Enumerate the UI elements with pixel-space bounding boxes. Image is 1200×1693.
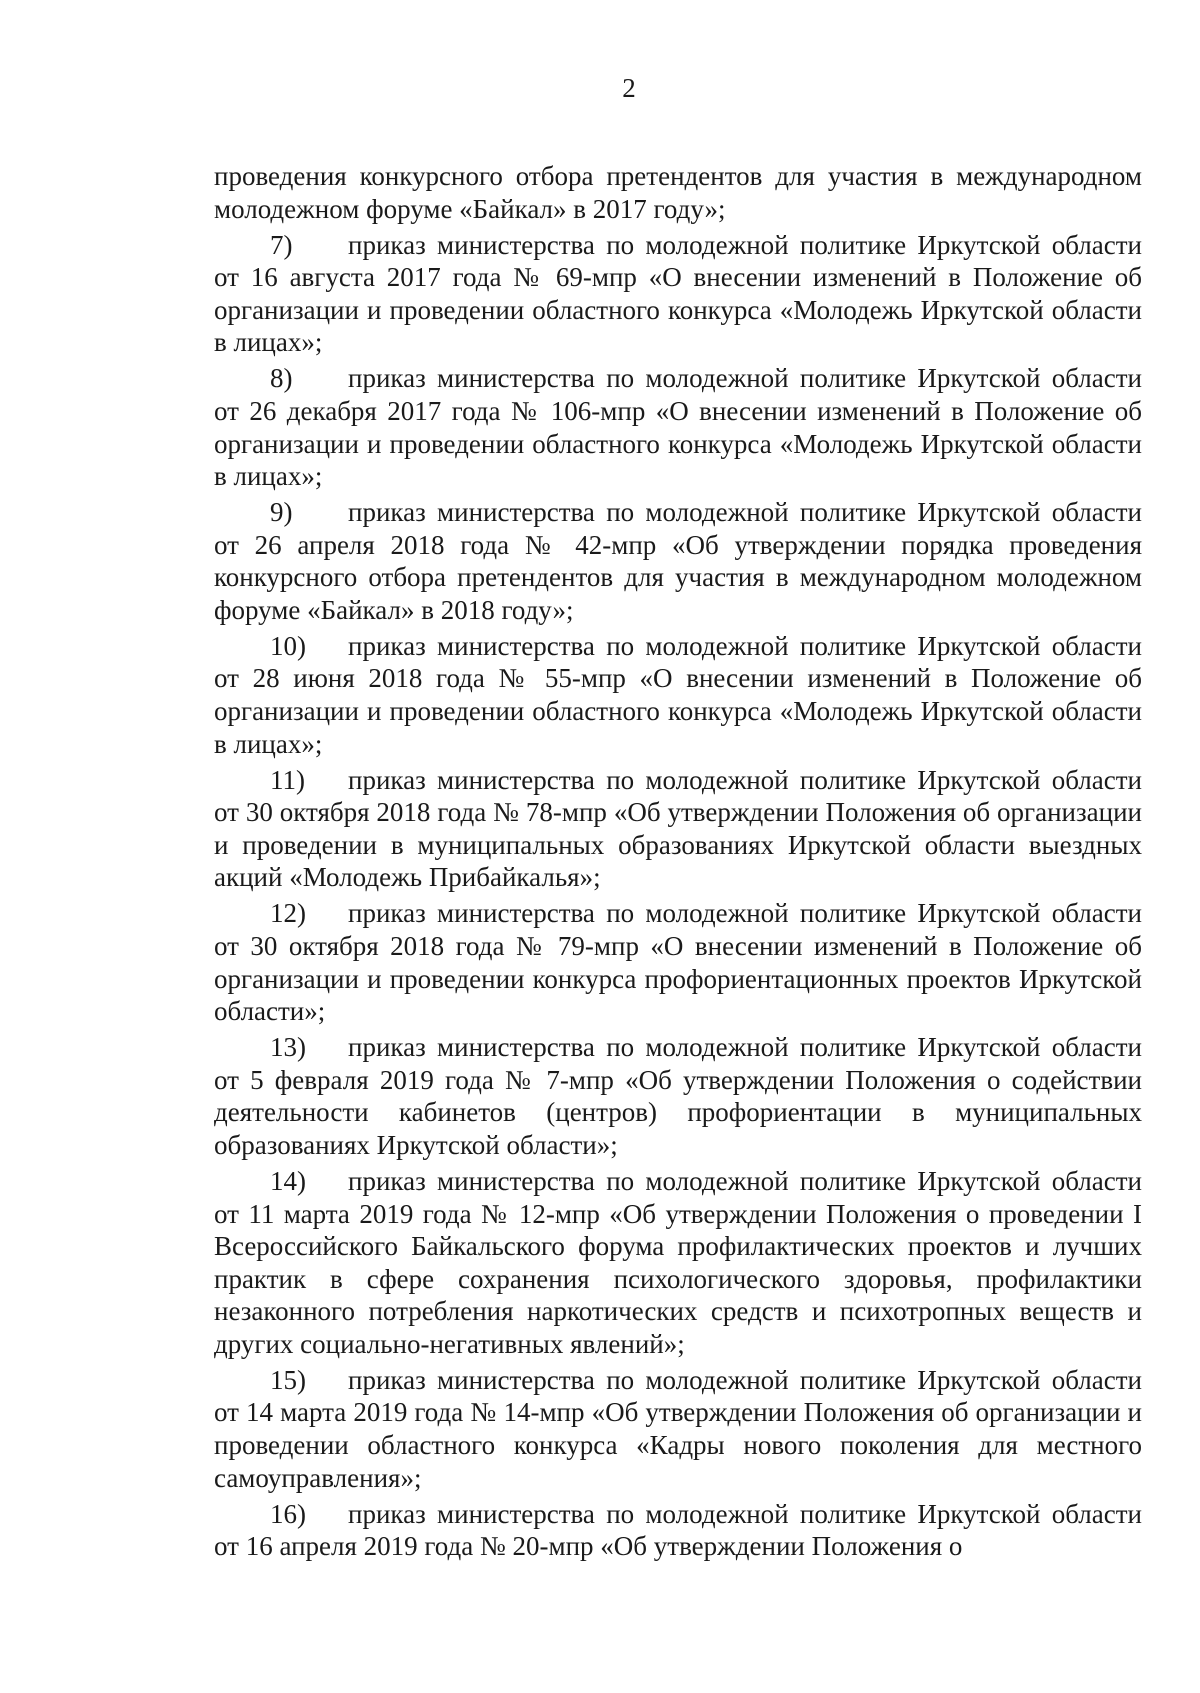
list-item xyxy=(214,1165,1142,1361)
item-number: 15) xyxy=(270,1364,306,1395)
item-number: 7) xyxy=(270,229,293,260)
item-text: приказ министерства по молодежной политике Иркутской области от 26 апреля 2018 года № 42-мпр «Об утверждении порядка проведения конкурсного отбора претендентов для участия в международном молодежном форуме «Байкал» в 2018 году»; xyxy=(214,497,1142,625)
item-text: приказ министерства по молодежной политике Иркутской области от 14 марта 2019 года № 14-мпр «Об утверждении Положения об организации и проведении областного конкурса «Кадры нового поколения для местного самоуправления»; xyxy=(214,1364,1142,1493)
list-item xyxy=(214,897,1142,1027)
item-number: 12) xyxy=(270,898,306,929)
intro-paragraph: проведения конкурсного отбора претендентов для участия в международном молодежном форуме «Байкал» в 2017 году»; xyxy=(214,161,1142,224)
item-number: 10) xyxy=(270,630,306,661)
list-item xyxy=(214,362,1142,492)
item-text: приказ министерства по молодежной политике Иркутской области от 16 августа 2017 года № 69-мпр «О внесении изменений в Положение об организации и проведении областного конкурса «Молодежь Иркутской области в лицах»; xyxy=(214,229,1142,358)
item-text: приказ министерства по молодежной политике Иркутской области от 5 февраля 2019 года № 7-мпр «Об утверждении Положения о содействии деятельности кабинетов (центров) профориентации в муниципальных образованиях Иркутской области»; xyxy=(214,1032,1142,1160)
page-number: 2 xyxy=(622,73,636,103)
item-number: 11) xyxy=(270,764,305,795)
list-item xyxy=(214,764,1142,894)
list-item xyxy=(214,1364,1142,1494)
list-item xyxy=(214,1031,1142,1161)
item-text: приказ министерства по молодежной политике Иркутской области от 26 декабря 2017 года № 106-мпр «О внесении изменений в Положение об организации и проведении областного конкурса «Молодежь Иркутской области в лицах»; xyxy=(214,363,1142,492)
list-item xyxy=(214,496,1142,626)
item-text: приказ министерства по молодежной политике Иркутской области от 28 июня 2018 года № 55-мпр «О внесении изменений в Положение об организации и проведении областного конкурса «Молодежь Иркутской области в лицах»; xyxy=(214,630,1142,759)
item-number: 8) xyxy=(270,363,293,394)
item-text: приказ министерства по молодежной политике Иркутской области от 30 октября 2018 года № 78-мпр «Об утверждении Положения об организации и проведении в муниципальных образованиях Иркутской области выездных акций «Молодежь Прибайкалья»; xyxy=(214,764,1142,893)
item-text: приказ министерства по молодежной политике Иркутской области от 16 апреля 2019 года № 20-мпр «Об утверждении Положения о xyxy=(214,1498,1142,1562)
item-number: 9) xyxy=(270,497,293,528)
list-item xyxy=(214,229,1142,359)
list-item xyxy=(214,630,1142,760)
item-number: 14) xyxy=(270,1165,306,1196)
list-item xyxy=(214,1498,1142,1563)
item-text: приказ министерства по молодежной политике Иркутской области от 30 октября 2018 года № 79-мпр «О внесении изменений в Положение об организации и проведении конкурса профориентационных проектов Иркутской области»; xyxy=(214,898,1142,1027)
item-number: 16) xyxy=(270,1498,306,1529)
item-text: приказ министерства по молодежной политике Иркутской области от 11 марта 2019 года № 12-мпр «Об утверждении Положения о проведении I Всероссийского Байкальского форума профилактических проектов и лучших практик в сфере сохранения психологического здоровья, профилактики незаконного потребления наркотических средств и психотропных веществ и других социально-негативных явлений»; xyxy=(214,1165,1142,1359)
document-body xyxy=(214,160,1142,1566)
item-number: 13) xyxy=(270,1032,306,1063)
